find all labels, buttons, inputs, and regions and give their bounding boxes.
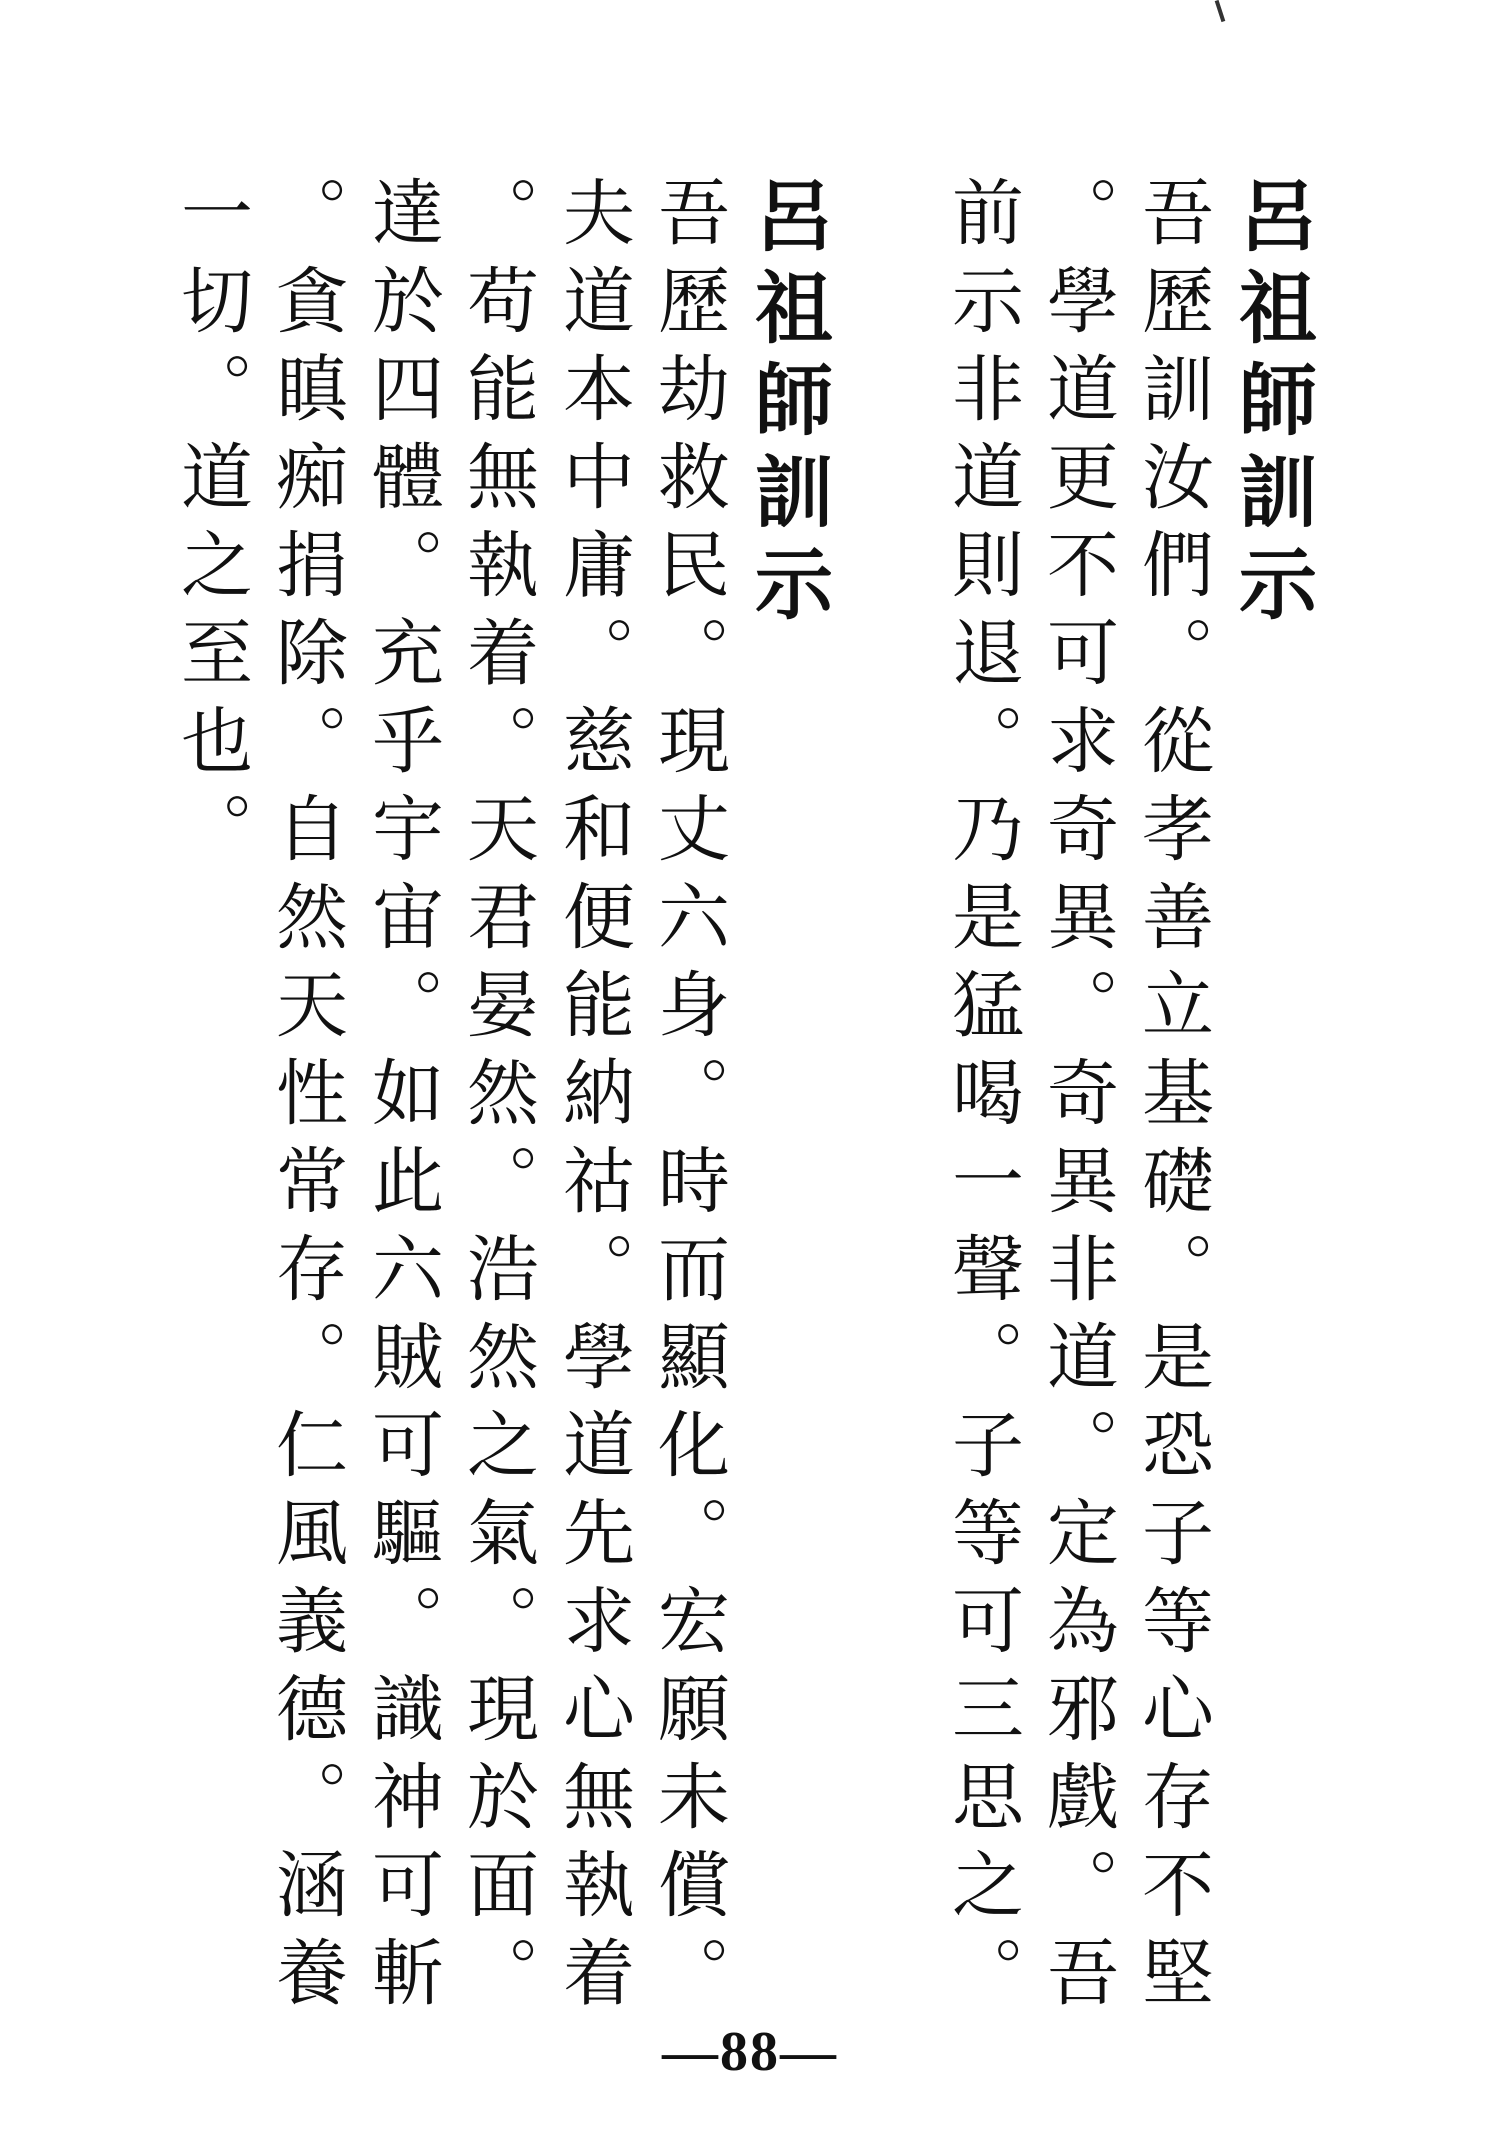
page-number: —88— — [662, 2021, 838, 2083]
section2-line-1: 吾歷劫救民。現丈六身。時而顯化。宏願未償。 — [646, 175, 730, 2023]
section2-line-3: 。苟能無執着。天君晏然。浩然之氣。現於面。 — [455, 175, 539, 2023]
section2-line-6: 一切。道之至也。 — [169, 175, 253, 879]
section2-line-2: 夫道本中庸。慈和便能納祜。學道先求心無執着 — [551, 175, 635, 2023]
section2-line-5: 。貪瞋痴捐除。自然天性常存。仁風義德。涵養 — [264, 175, 348, 2023]
section1-title: 呂祖師訓示 — [1226, 175, 1316, 635]
section1-line-1: 吾歷訓汝們。從孝善立基礎。是恐子等心存不堅 — [1130, 175, 1214, 2023]
section2-line-4: 達於四體。充乎宇宙。如此六賊可驅。識神可斬 — [360, 175, 444, 2023]
section2-title: 呂祖師訓示 — [742, 175, 832, 635]
section1-line-3: 前示非道則退。乃是猛喝一聲。子等可三思之。 — [940, 175, 1024, 2023]
scan-speck — [1215, 0, 1226, 22]
section1-line-2: 。學道更不可求奇異。奇異非道。定為邪戲。吾 — [1035, 175, 1119, 2023]
